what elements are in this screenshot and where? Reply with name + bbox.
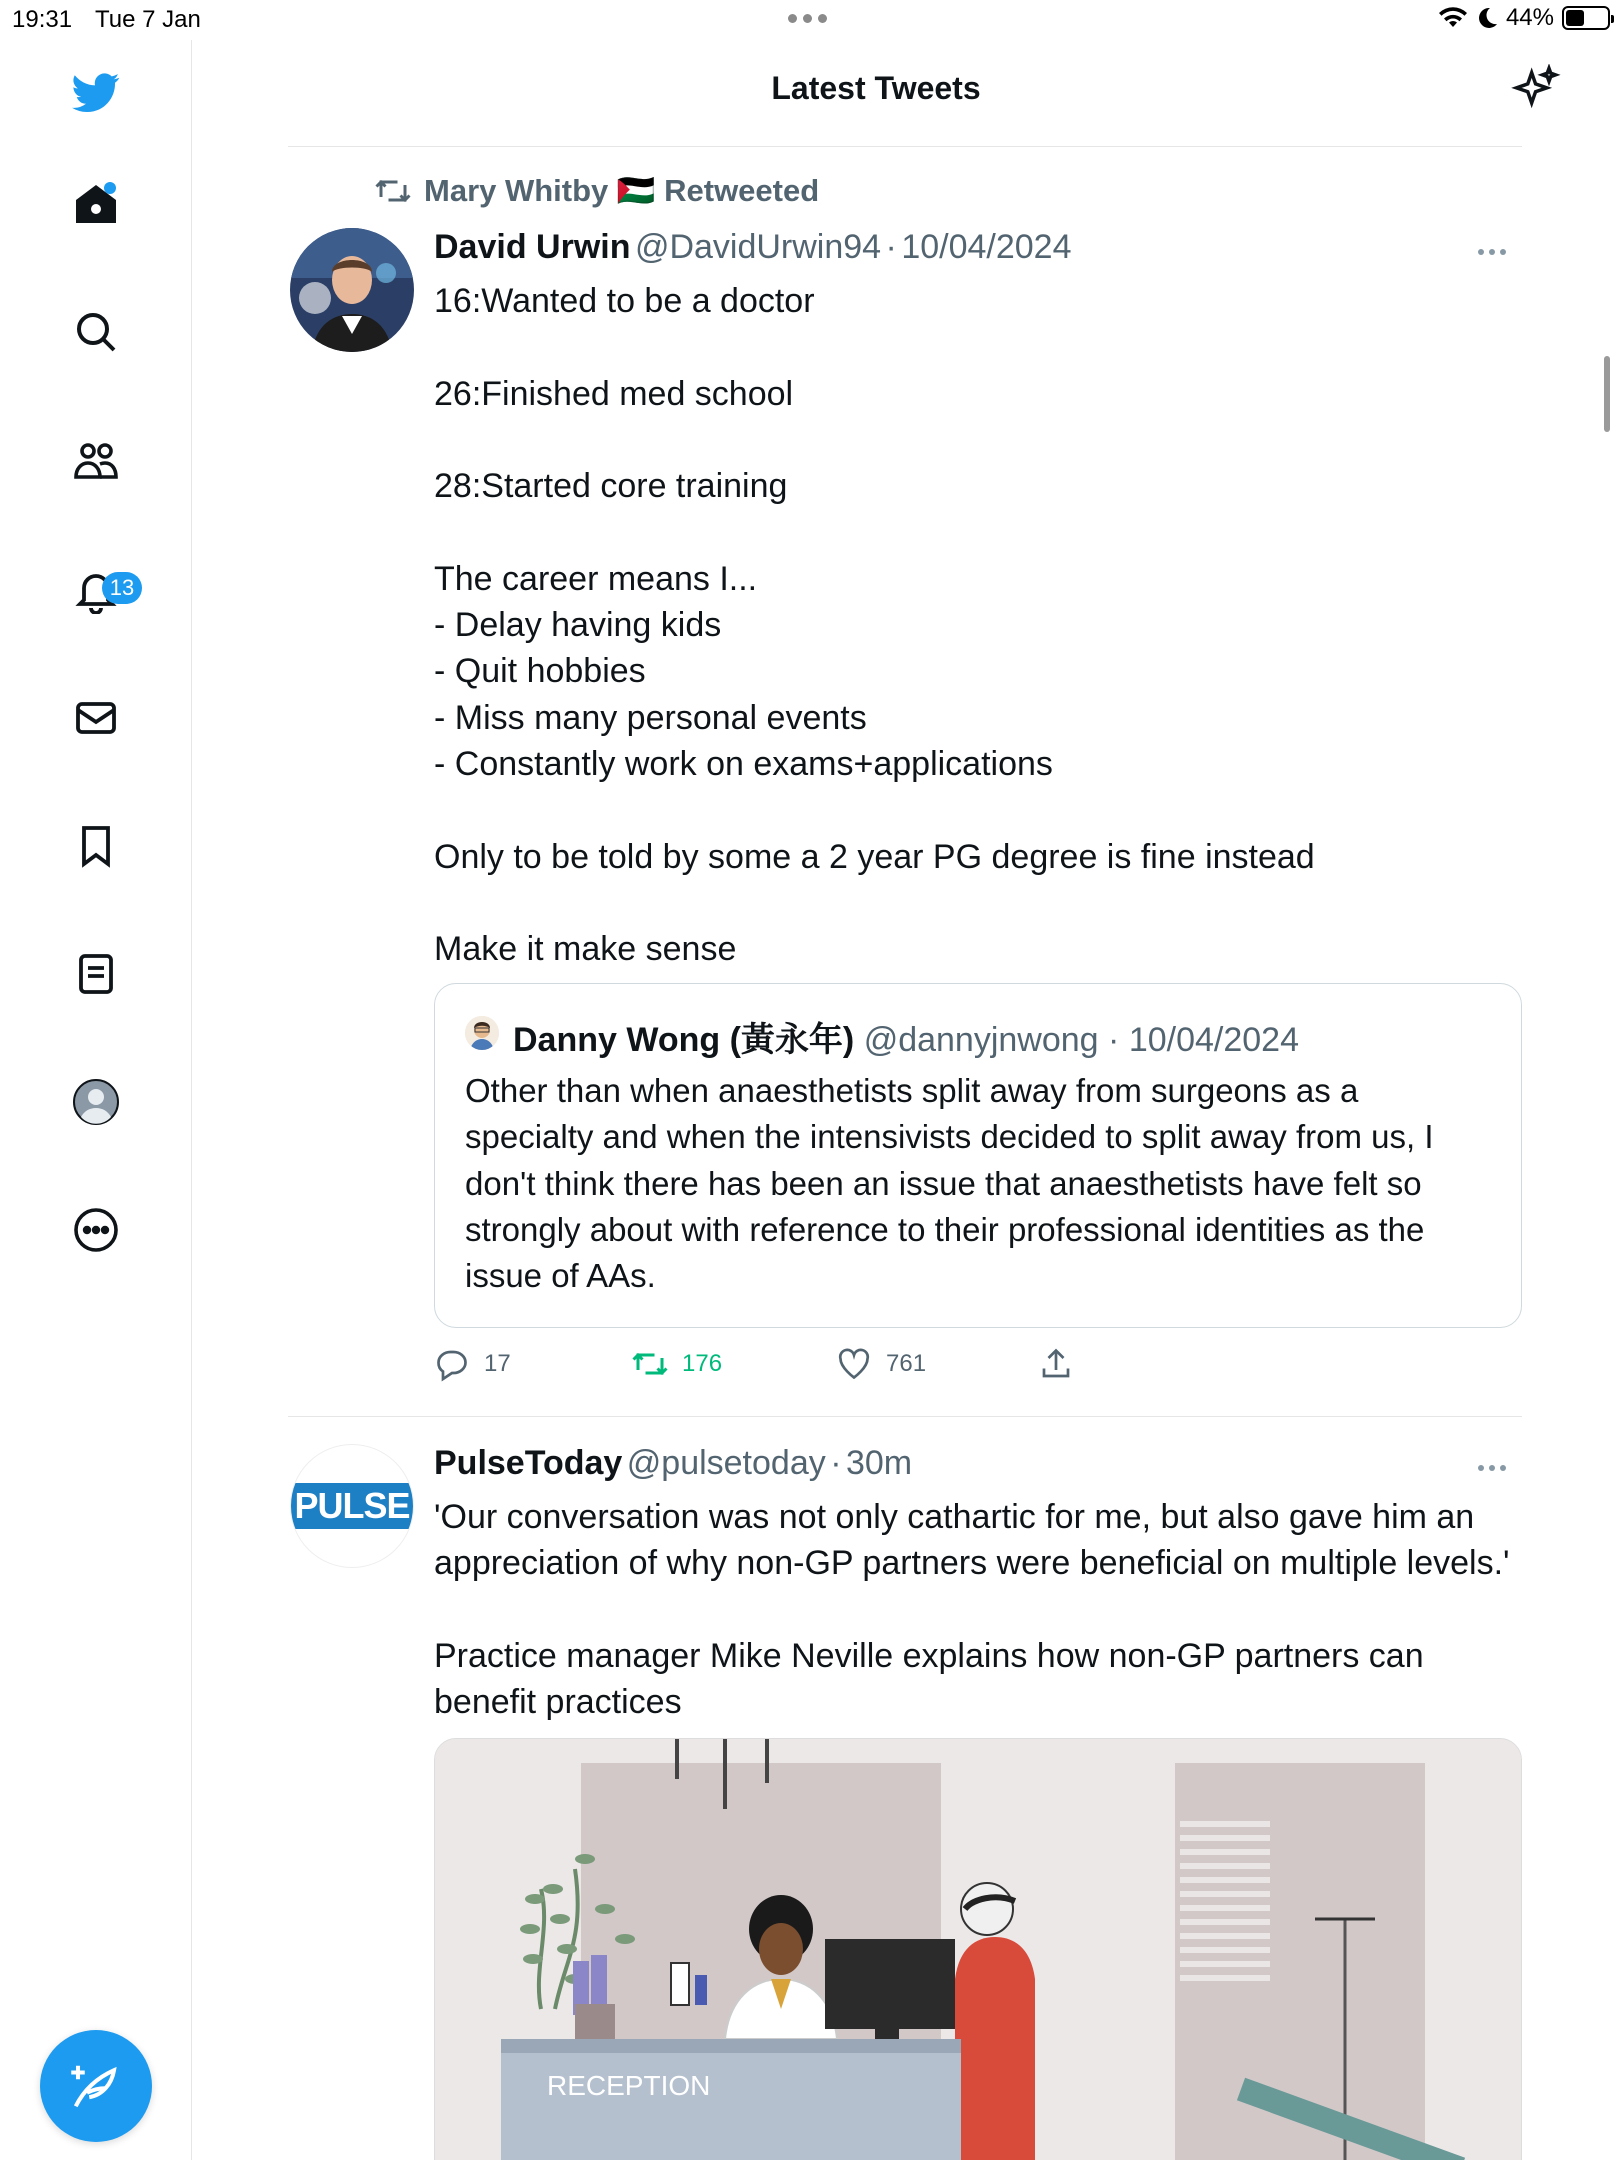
author-name[interactable]: David Urwin [434, 228, 631, 266]
tweet-text: 16:Wanted to be a doctor 26:Finished med school 28:Started core training The career means I... - Delay having kids - Quit hobbies - Miss many personal events - Constantly work on exams+applications Only to be told by some a 2 year PG degree is fine instead Make it make sense [434, 282, 1315, 969]
quoted-author-handle[interactable]: @dannyjnwong [863, 1021, 1099, 1059]
reception-sign: RECEPTION [547, 2070, 711, 2101]
retweet-count: 176 [682, 1350, 723, 1377]
reply-icon [434, 1346, 470, 1382]
compose-feather-icon [69, 2059, 123, 2113]
compose-tweet-button[interactable] [40, 2030, 152, 2142]
meta-separator: · [885, 228, 897, 266]
search-icon[interactable] [68, 304, 124, 360]
author-name[interactable]: PulseToday [434, 1444, 623, 1482]
reply-button[interactable] [434, 1346, 511, 1382]
scrollbar[interactable] [1604, 356, 1610, 432]
twitter-bird-icon[interactable] [68, 64, 124, 120]
moon-icon [1476, 6, 1498, 30]
quoted-author-avatar [465, 1016, 499, 1050]
communities-icon[interactable] [68, 433, 124, 489]
meta-separator: · [830, 1444, 842, 1482]
share-button[interactable] [1038, 1346, 1074, 1382]
battery-icon [1562, 6, 1610, 30]
home-unread-dot [104, 182, 116, 194]
tweet-text: 'Our conversation was not only cathartic for me, but also gave him an appreciation of why non-GP partners were beneficial on multiple levels.' Practice manager Mike Neville explains how non-GP partners can benefit practices [434, 1498, 1510, 1722]
multitasking-dots-icon[interactable] [788, 8, 834, 28]
more-options-icon[interactable] [68, 1202, 124, 1258]
tweet-content [434, 1444, 1522, 1725]
status-bar [0, 0, 1620, 40]
reply-count: 17 [484, 1350, 511, 1377]
tweet-pulsetoday[interactable] [288, 1444, 1522, 1764]
share-icon [1038, 1346, 1074, 1382]
sidebar [0, 40, 192, 2160]
tweet-divider [288, 1416, 1522, 1417]
bookmark-icon[interactable] [68, 818, 124, 874]
tweet-header [434, 228, 1522, 276]
quoted-author-name[interactable]: Danny Wong (黃永年) [513, 1021, 855, 1059]
header-divider [288, 146, 1522, 147]
tweet-content [434, 228, 1522, 972]
profile-icon[interactable] [68, 1074, 124, 1130]
like-button[interactable] [836, 1346, 926, 1382]
author-handle[interactable]: @DavidUrwin94 [634, 228, 882, 266]
quoted-tweet-header [513, 1012, 1299, 1061]
quoted-tweet[interactable] [434, 983, 1522, 1328]
tweet-more-options-icon[interactable] [1478, 1458, 1518, 1478]
pulse-logo: PULSE [290, 1483, 413, 1529]
messages-envelope-icon[interactable] [68, 690, 124, 746]
avatar[interactable] [290, 228, 414, 352]
retweet-button[interactable] [632, 1346, 722, 1382]
meta-separator: · [1108, 1021, 1120, 1059]
heart-icon [836, 1346, 872, 1382]
retweet-icon [632, 1346, 668, 1382]
notifications-bell-icon[interactable] [68, 562, 135, 618]
retweeted-by-label: Mary Whitby 🇵🇸 Retweeted [424, 173, 820, 208]
tweet-date[interactable]: 10/04/2024 [901, 228, 1072, 266]
like-count: 761 [886, 1350, 927, 1377]
tweet-more-options-icon[interactable] [1478, 242, 1518, 262]
status-indicators [1438, 4, 1610, 32]
home-icon[interactable] [68, 176, 124, 232]
quoted-tweet-text: Other than when anaesthetists split away from surgeons as a specialty and when the intensivists decided to split away from us, I don't think there has been an issue that anaesthetists have felt so strongly about with reference to their professional identities as the issue of AAs. [465, 1072, 1434, 1295]
wifi-icon [1438, 6, 1468, 30]
lists-icon[interactable] [68, 946, 124, 1002]
page-title: Latest Tweets [771, 70, 981, 106]
author-handle[interactable]: @pulsetoday [626, 1444, 826, 1482]
tweet-time[interactable]: 30m [845, 1444, 913, 1482]
avatar[interactable] [290, 1444, 414, 1568]
sparkle-icon[interactable] [1510, 64, 1562, 116]
tweet-header [434, 1444, 1522, 1492]
battery-percent: 44% [1505, 4, 1554, 31]
status-date: Tue 7 Jan [95, 6, 201, 33]
tweet-actions [434, 1346, 1134, 1390]
notifications-count-badge: 13 [102, 572, 142, 604]
retweet-icon [374, 176, 412, 206]
header [192, 40, 1620, 148]
tweet-image[interactable] [434, 1738, 1522, 2160]
reception-illustration [435, 1739, 1522, 2160]
status-time: 19:31 [12, 6, 73, 33]
quoted-tweet-date[interactable]: 10/04/2024 [1128, 1021, 1299, 1059]
retweet-context[interactable] [374, 172, 819, 209]
